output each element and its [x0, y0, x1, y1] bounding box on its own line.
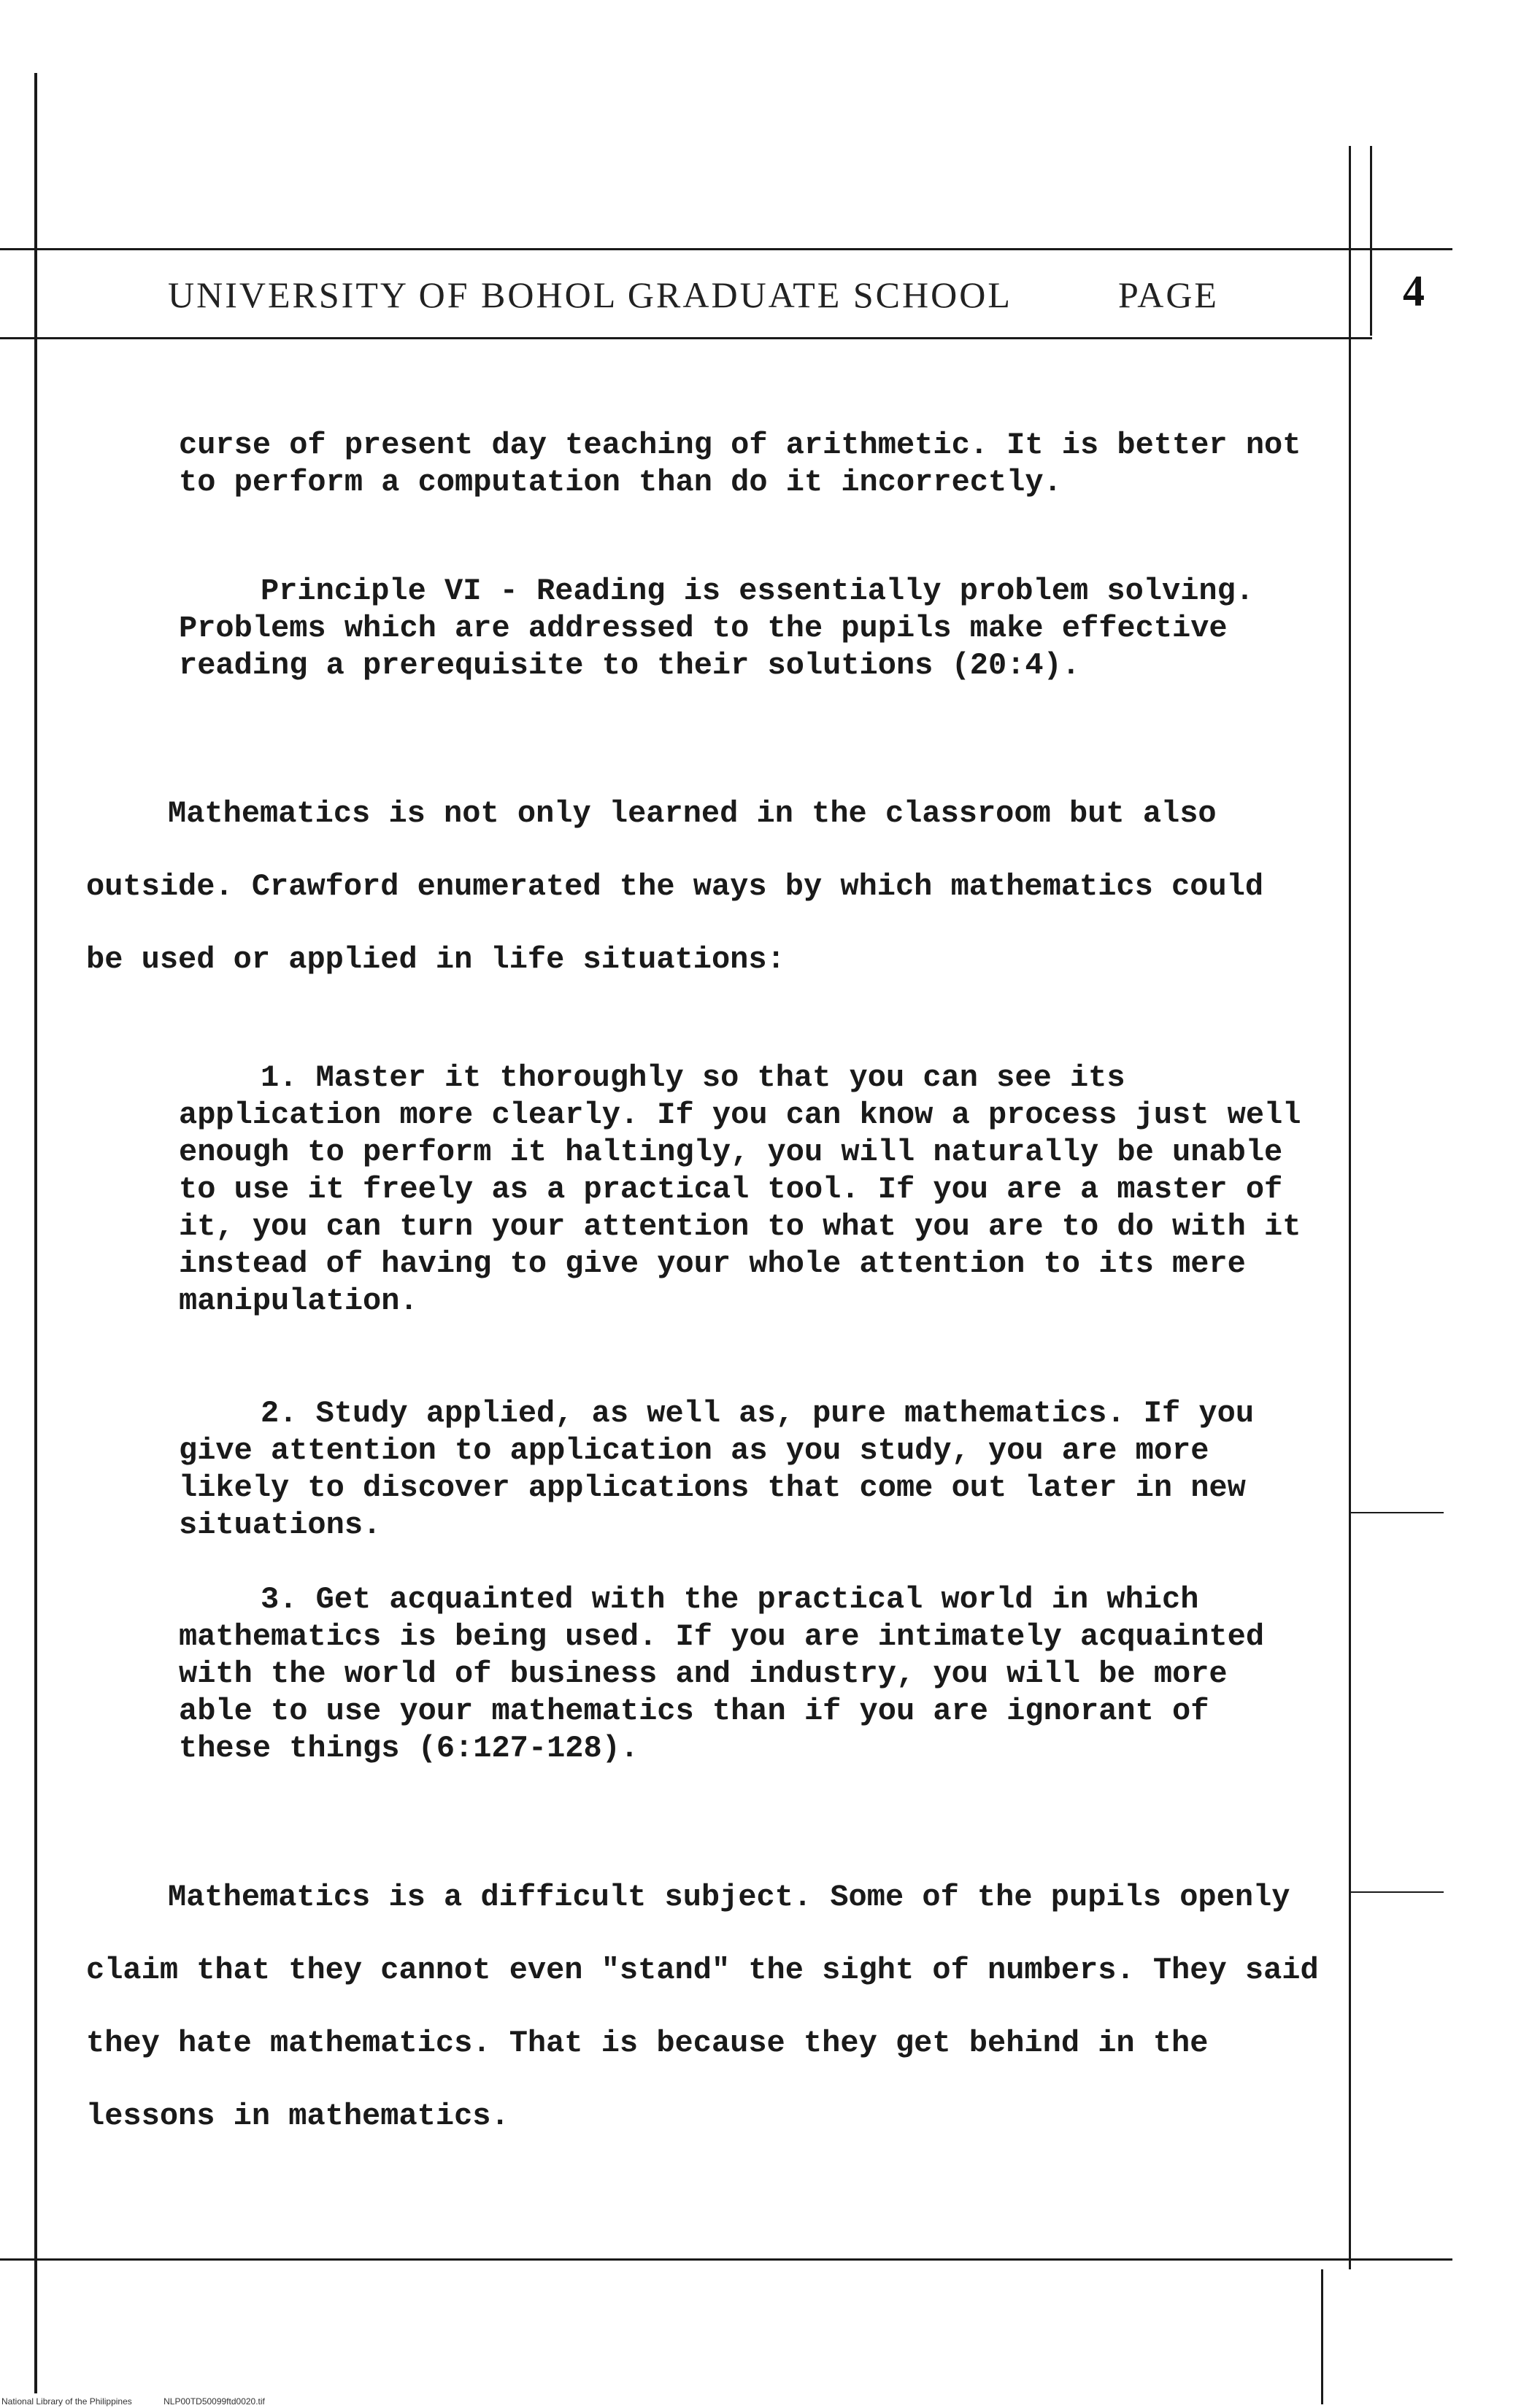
bottom-right-rule	[1321, 2269, 1323, 2404]
library-credit: National Library of the Philippines	[1, 2396, 132, 2407]
right-tick-mark	[1349, 1891, 1444, 1893]
list-item-2: 2. Study applied, as well as, pure mathematics. If you give attention to application as you study, you are more likely to discover applications that come out later in new situations.	[179, 1396, 1255, 1543]
header-bottom-rule	[0, 337, 1372, 339]
page-header-title: UNIVERSITY OF BOHOL GRADUATE SCHOOL	[168, 274, 1012, 315]
right-margin-rule	[1349, 146, 1351, 2269]
page-number: 4	[1403, 267, 1425, 315]
page-label: PAGE	[1118, 274, 1219, 315]
left-margin-rule	[34, 73, 37, 2393]
paragraph-continuation: curse of present day teaching of arithmetic. It is better not to perform a computation than do it incorrectly.	[179, 428, 1301, 500]
paragraph-difficult-subject: Mathematics is a difficult subject. Some of the pupils openly claim that they cannot even "stand" the sight of numbers. They said they hate mathematics. That is because they get behind in the lessons in mathematics.	[86, 1880, 1319, 2134]
list-item-3: 3. Get acquainted with the practical world in which mathematics is being used. If you are intimately acquainted with the world of business and industry, you will be more able to use your mathematics than if you are ignorant of these things (6:127-128).	[179, 1582, 1265, 1766]
paragraph-principle-vi: Principle VI - Reading is essentially problem solving. Problems which are addressed to the pupils make effective reading a prerequisite to their solutions (20:4).	[179, 574, 1255, 683]
right-outer-rule	[1370, 146, 1372, 336]
paragraph-crawford-intro: Mathematics is not only learned in the classroom but also outside. Crawford enumerated the ways by which mathematics could be used or applied in life situations:	[86, 796, 1264, 977]
header-top-rule	[0, 248, 1452, 250]
scan-footer	[1, 2396, 294, 2407]
footer-rule	[0, 2258, 1452, 2261]
file-name: NLP00TD50099ftd0020.tif	[163, 2396, 265, 2407]
list-item-1: 1. Master it thoroughly so that you can see its application more clearly. If you can know a process just well enough to perform it haltingly, you will naturally be unable to use it freely as a practical tool. If you are a master of it, you can turn your attention to what you are to do with it instead of having to give your whole attention to its mere manipulation.	[179, 1060, 1301, 1319]
right-tick-mark	[1349, 1512, 1444, 1513]
